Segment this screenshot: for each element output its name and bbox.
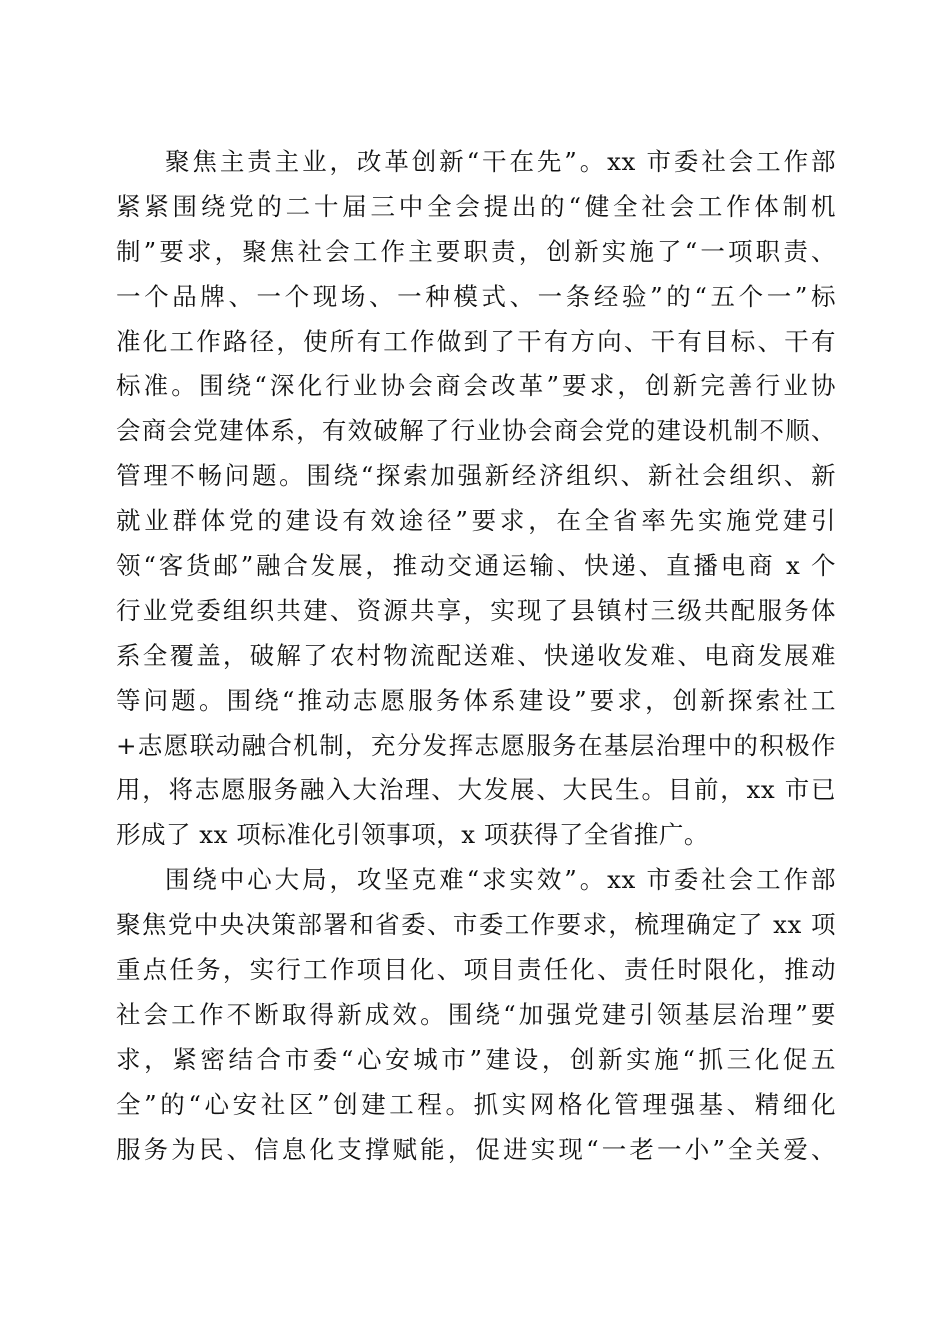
text-line: 聚焦党中央决策部署和省委、市委工作要求，梳理确定了 xx 项 (116, 910, 836, 940)
text-line: 社会工作不断取得新成效。围绕“加强党建引领基层治理”要 (116, 999, 836, 1029)
text-line: 紧紧围绕党的二十届三中全会提出的“健全社会工作体制机 (116, 191, 836, 221)
text-line: 聚焦主责主业，改革创新“干在先”。xx 市委社会工作部 (165, 147, 836, 176)
text-line: 用，将志愿服务融入大治理、大发展、大民生。目前，xx 市已 (116, 775, 836, 805)
text-line: 就业群体党的建设有效途径”要求，在全省率先实施党建引 (116, 506, 836, 536)
text-line: 重点任务，实行工作项目化、项目责任化、责任时限化，推动 (116, 955, 836, 985)
text-line: 围绕中心大局，攻坚克难“求实效”。xx 市委社会工作部 (165, 865, 836, 895)
text-line: 准化工作路径，使所有工作做到了干有方向、干有目标、干有 (116, 326, 836, 356)
document-body (116, 140, 836, 1172)
text-line: 标准。围绕“深化行业协会商会改革”要求，创新完善行业协 (116, 371, 836, 401)
paragraph-reform-innovation (116, 140, 836, 858)
text-line: +志愿联动融合机制，充分发挥志愿服务在基层治理中的积极作 (116, 730, 836, 760)
text-line: 领“客货邮”融合发展，推动交通运输、快递、直播电商 x 个 (116, 551, 836, 581)
text-line: 形成了 xx 项标准化引领事项，x 项获得了全省推广。 (116, 820, 709, 850)
text-line: 服务为民、信息化支撑赋能，促进实现“一老一小”全关爱、 (116, 1134, 836, 1164)
text-line: 管理不畅问题。围绕“探索加强新经济组织、新社会组织、新 (116, 461, 836, 491)
paragraph-central-tasks (116, 858, 836, 1172)
text-line: 会商会党建体系，有效破解了行业协会商会党的建设机制不顺、 (116, 416, 836, 446)
text-line: 一个品牌、一个现场、一种模式、一条经验”的“五个一”标 (116, 281, 836, 311)
text-line: 制”要求，聚焦社会工作主要职责，创新实施了“一项职责、 (116, 236, 836, 266)
text-line: 等问题。围绕“推动志愿服务体系建设”要求，创新探索社工 (116, 685, 836, 715)
text-line: 全”的“心安社区”创建工程。抓实网格化管理强基、精细化 (116, 1089, 836, 1119)
text-line: 行业党委组织共建、资源共享，实现了县镇村三级共配服务体 (116, 595, 836, 625)
text-line: 求，紧密结合市委“心安城市”建设，创新实施“抓三化促五 (116, 1044, 836, 1074)
text-line: 系全覆盖，破解了农村物流配送难、快递收发难、电商发展难 (116, 640, 836, 670)
